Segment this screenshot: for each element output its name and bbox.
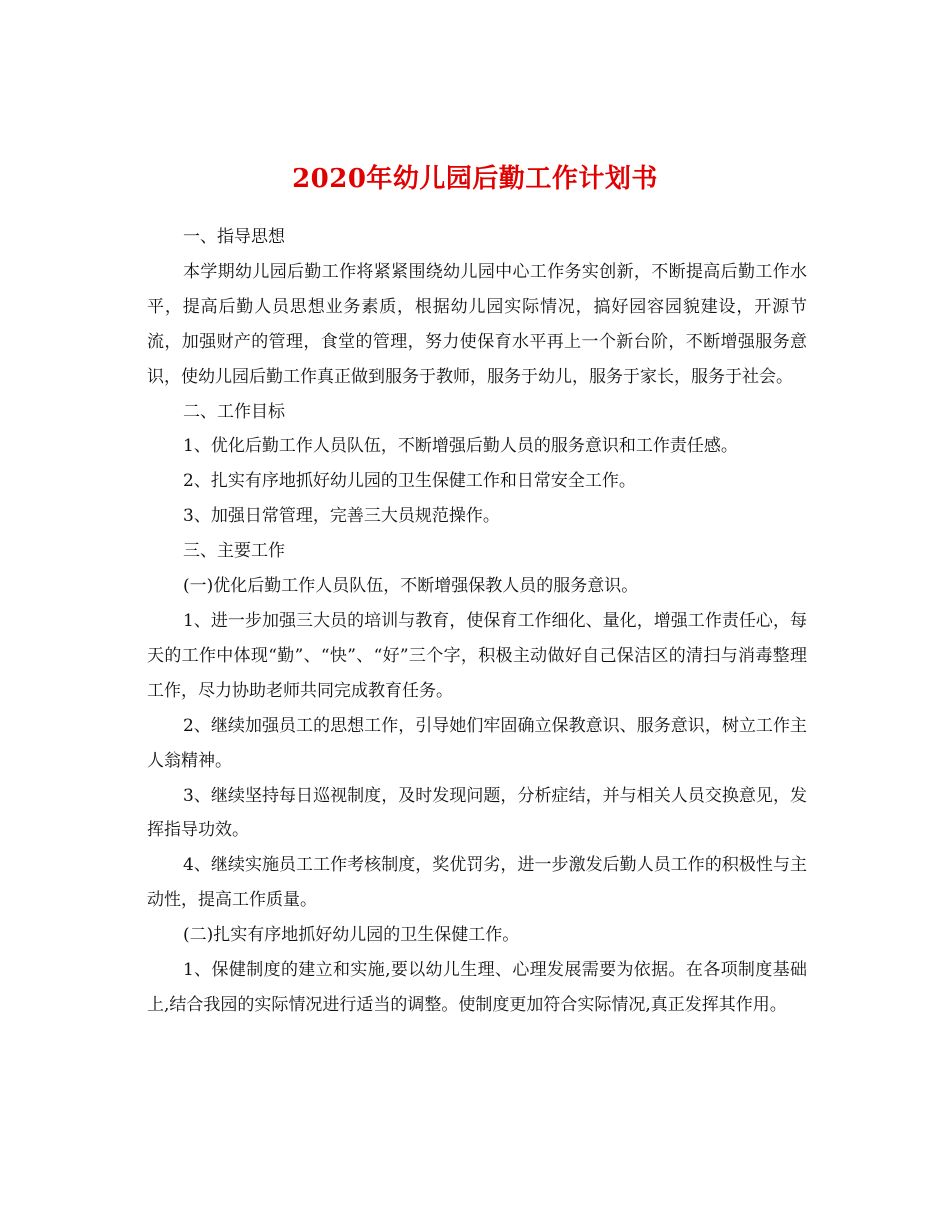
section-heading-guiding-ideology: 一、指导思想 bbox=[183, 227, 285, 247]
goal-item-2: 2、扎实有序地抓好幼儿园的卫生保健工作和日常安全工作。 bbox=[183, 471, 636, 492]
work-item-1-2: 2、继续加强员工的思想工作，引导她们牢固确立保教意识、服务意识，树立工作主人翁精神。 bbox=[147, 715, 807, 771]
goal-item-1: 1、优化后勤工作人员队伍，不断增强后勤人员的服务意识和工作责任感。 bbox=[183, 436, 738, 457]
section-heading-work-goals: 二、工作目标 bbox=[183, 401, 285, 422]
work-item-2-1: 1、保健制度的建立和实施,要以幼儿生理、心理发展需要为依据。在各项制度基础上,结合我园的实际情况进行适当的调整。使制度更加符合实际情况,真正发挥其作用。 bbox=[147, 960, 807, 1015]
work-item-1-4: 4、继续实施员工工作考核制度，奖优罚劣，进一步激发后勤人员工作的积极性与主动性，提高工作质量。 bbox=[147, 855, 807, 911]
subsection-heading-1: (一)优化后勤工作人员队伍，不断增强保教人员的服务意识。 bbox=[183, 576, 639, 597]
work-item-1-3: 3、继续坚持每日巡视制度，及时发现问题，分析症结，并与相关人员交换意见，发挥指导功效。 bbox=[147, 785, 807, 841]
section-heading-main-work: 三、主要工作 bbox=[183, 541, 285, 562]
document-title: 2020年幼儿园后勤工作计划书 bbox=[292, 164, 658, 195]
subsection-heading-2: (二)扎实有序地抓好幼儿园的卫生保健工作。 bbox=[183, 925, 520, 946]
paragraph-guiding-ideology: 本学期幼儿园后勤工作将紧紧围绕幼儿园中心工作务实创新，不断提高后勤工作水平，提高后勤人员思想业务素质，根据幼儿园实际情况，搞好园容园貌建设，开源节流，加强财产的管理，食堂的管理，努力使保育水平再上一个新台阶，不断增强服务意识，使幼儿园后勤工作真正做到服务于教师，服务于幼儿，服务于家长，服务于社会。 bbox=[147, 261, 807, 387]
work-item-1-1: 1、进一步加强三大员的培训与教育，使保育工作细化、量化，增强工作责任心，每天的工作中体现“勤”、“快”、“好”三个字，积极主动做好自己保洁区的清扫与消毒整理工作，尽力协助老师共同完成教育任务。 bbox=[147, 610, 807, 701]
document-body bbox=[147, 220, 807, 1023]
goal-item-3: 3、加强日常管理，完善三大员规范操作。 bbox=[183, 506, 500, 527]
